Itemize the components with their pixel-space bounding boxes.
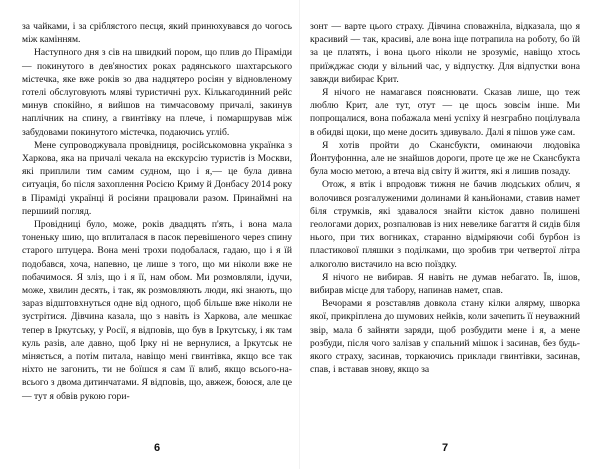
left-page-text xyxy=(22,20,292,403)
paragraph: Провідниці було, може, років двадцять п'ять, і вона мала тоненьку шию, що вплиталася в пасок перевішеного через спину старого штуцера. Вона мені трохи подобалася, гадаю, що і я їй подобався, хоча, напевно, це лише з того, що ми ніколи вже не побачимося. Я зліз, що і я її, нам обом. Ми розмовляли, ідучи, може, хвилин десять, і так, як розмовляють люди, які знають, що зараз відштовхнуться одне від одного, щоб більше вже ніколи не зустрітися. Дівчина казала, що з навіть із Харкова, але мешкає тепер в Іркутську, у Росії, я відповів, що був в Іркутську, і як там куль разів, але давно, щоб Ірку ні не вернулися, а Іркутськ не міняється, а потім питала, навіщо мені гвинтівка, якщо все так ніхто не загонить, ти не боїшся я сам її влиб, якщо всього-на-всього з двома дитинчатами. Я відповів, що, авжеж, боюся, але це — тут я обвів рукою гори- xyxy=(22,219,292,402)
page-number: 6 xyxy=(153,442,161,454)
gutter-divider xyxy=(299,0,300,469)
paragraph: Наступного дня з сів на швидкий пором, що плив до Піраміди — покинутого в дев'яностих роках радянського шахтарського містечка, яке вже років зо два надцятеро росіян у відновленому готелі обслуговують мляві туристичні рух. Кількагодинний рейс минув спокійно, я вийшов на тимчасовому причалі, закинув наплічник на спину, а гвинтівку на плече, і помаршрував між забудовами покинутого містечка, подаючись угліб. xyxy=(22,47,292,138)
right-page-text xyxy=(310,20,580,376)
left-page xyxy=(22,20,292,454)
paragraph: Я нічого не вибирав. Я навіть не думав небагато. Їв, ішов, вибирав місце для табору, напинав намет, спав. xyxy=(310,271,580,297)
paragraph: Я нічого не намагався пояснювати. Сказав лише, що теж люблю Крит, але тут, отут — це щось зовсім інше. Ми попрощалися, вона побажала мені успіху й незграбно поцілувала в обидві щоки, що мене досить здивувало. Далі я пішов уже сам. xyxy=(310,87,580,138)
paragraph: Вечорами я розставляв довкола стану кілки алярму, шворка якої, прикріплена до шумових нейків, коли зачепить її неуважний звір, мала б зайняти заряди, щоб розбудити мене і я, а мене розбуди, після чого залізав у спальний мішок і засинав, без будь-якого страху, засинав, торкаючись приклади гвинтівки, засинав, спав, і вставав знову, якщо за xyxy=(310,298,580,376)
right-page xyxy=(310,20,580,454)
paragraph: Отож, я втік і впродовж тижня не бачив людських облич, я волочився розгалуженими долинами й каньйонами, ставив намет біля струмків, які здавалося знайти кісток давно полишені геологами дорих, розпалював із них невелике багаття й сидів біля нього, при тих вогниках, старанно відміряючи собі бурбон із пластикової пляшки з поділками, що зробив три четвертої літра алкоголю вистачило на всю поїздку. xyxy=(310,179,580,270)
paragraph: Я хотів пройти до Скансбукти, оминаючи людовіка Йонтуфоннна, але не знайшов дороги, проте це же не Скансбукта була мосю метою, а втеча від світу й життя, які я лишив позаду. xyxy=(310,139,580,178)
paragraph: зонт — варте цього страху. Дівчина споважніла, відказала, що я красивий — так, красиві, але вона іще потрапила на роботу, бо їй за це платять, і вона цього ніколи не зрозуміє, навіщо хтось приїжджає сюди у вільний час, у відпустку. Для відпустки вона завжди вибирає Крит. xyxy=(310,21,580,85)
page-number: 7 xyxy=(441,442,449,454)
paragraph: за чайками, і за сріблястого песця, який принюхувався до чогось між камінням. xyxy=(22,21,292,46)
paragraph: Мене супроводжувала провідниця, російськомовна українка з Харкова, яка на причалі чекала на екскурсію туристів із Москви, які приплили тим самим судном, що і я,— це була дивна ситуація, бо після захоплення Росією Криму й Донбасу 2014 року в Піраміді українці й росіяни працювали разом. Принаймні на першиий погляд. xyxy=(22,139,292,217)
